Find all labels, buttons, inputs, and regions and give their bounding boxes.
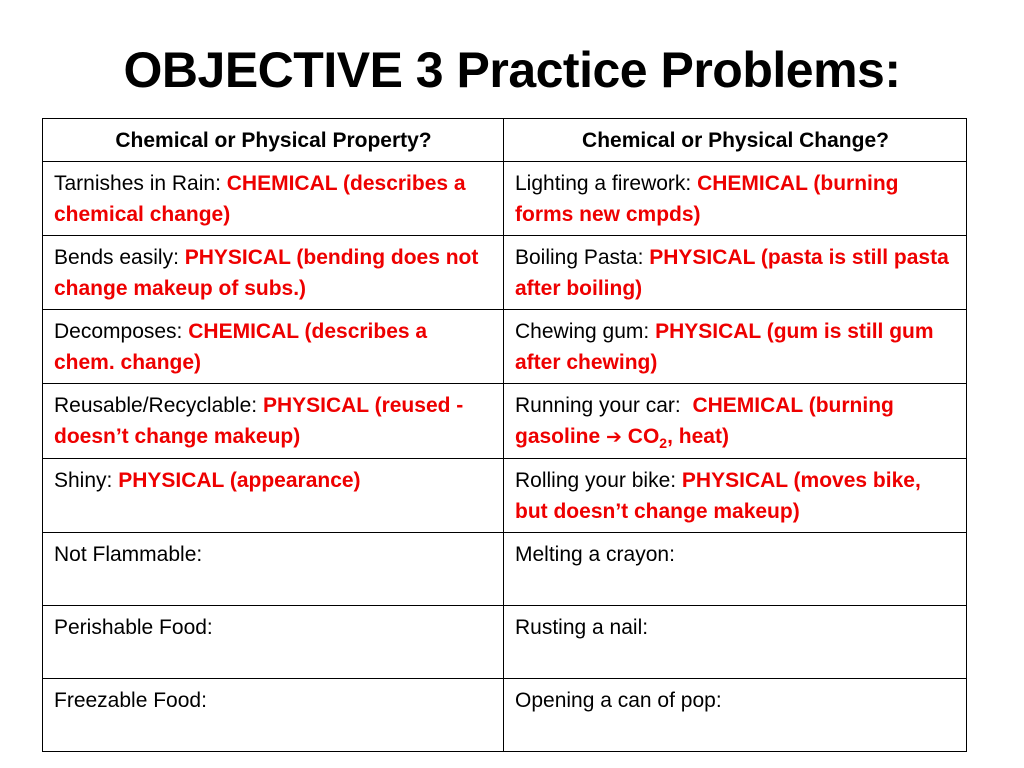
change-prompt: Rolling your bike:	[515, 469, 682, 492]
property-cell	[43, 606, 504, 679]
answer-end: , heat)	[667, 425, 729, 448]
header-property: Chemical or Physical Property?	[43, 119, 504, 162]
change-cell	[504, 459, 967, 533]
table-row	[43, 606, 967, 679]
change-cell	[504, 310, 967, 384]
table-row	[43, 384, 967, 459]
change-answer: PHYSICAL (gum is still gum after chewing)	[515, 320, 934, 374]
property-cell	[43, 533, 504, 606]
change-prompt: Lighting a firework:	[515, 172, 698, 195]
property-prompt: Shiny:	[54, 469, 119, 492]
table-header-row	[43, 119, 967, 162]
change-cell	[504, 162, 967, 236]
table-row	[43, 310, 967, 384]
property-cell	[43, 162, 504, 236]
property-prompt: Freezable Food:	[54, 689, 207, 712]
property-prompt: Decomposes:	[54, 320, 189, 343]
slide-title: OBJECTIVE 3 Practice Problems:	[123, 42, 901, 98]
change-cell	[504, 679, 967, 752]
property-answer: CHEMICAL (describes a chemical change)	[54, 172, 466, 226]
table-row	[43, 679, 967, 752]
change-answer: CHEMICAL (burning forms new cmpds)	[515, 172, 899, 226]
change-cell	[504, 606, 967, 679]
change-prompt: Opening a can of pop:	[515, 689, 722, 712]
table-row	[43, 236, 967, 310]
change-prompt: Running your car:	[515, 394, 693, 417]
table-row	[43, 459, 967, 533]
change-prompt: Chewing gum:	[515, 320, 656, 343]
table-row	[43, 162, 967, 236]
change-answer: PHYSICAL (moves bike, but doesn’t change makeup)	[515, 469, 921, 523]
property-cell	[43, 679, 504, 752]
change-prompt: Rusting a nail:	[515, 616, 649, 639]
property-prompt: Perishable Food:	[54, 616, 213, 639]
property-prompt: Tarnishes in Rain:	[54, 172, 227, 195]
answer-subscript: 2	[659, 435, 668, 452]
change-cell	[504, 384, 967, 459]
change-cell	[504, 236, 967, 310]
change-answer: PHYSICAL (pasta is still pasta after boiling)	[515, 246, 949, 300]
property-answer: PHYSICAL (bending does not change makeup of subs.)	[54, 246, 479, 300]
property-answer: PHYSICAL (reused - doesn’t change makeup)	[54, 394, 464, 448]
answer-start: CHEMICAL (burning gasoline	[515, 394, 894, 448]
property-cell	[43, 310, 504, 384]
property-prompt: Bends easily:	[54, 246, 185, 269]
table-row	[43, 533, 967, 606]
change-cell	[504, 533, 967, 606]
property-answer: PHYSICAL (appearance)	[118, 469, 361, 492]
change-prompt: Melting a crayon:	[515, 543, 675, 566]
property-prompt: Not Flammable:	[54, 543, 203, 566]
property-prompt: Reusable/Recyclable:	[54, 394, 263, 417]
property-cell	[43, 459, 504, 533]
practice-problems-table	[42, 118, 967, 752]
answer-co: CO	[621, 425, 660, 448]
property-answer: CHEMICAL (describes a chem. change)	[54, 320, 428, 374]
arrow-right-icon: ➔	[606, 426, 622, 448]
header-change: Chemical or Physical Change?	[504, 119, 967, 162]
property-cell	[43, 236, 504, 310]
property-cell	[43, 384, 504, 459]
change-prompt: Boiling Pasta:	[515, 246, 650, 269]
